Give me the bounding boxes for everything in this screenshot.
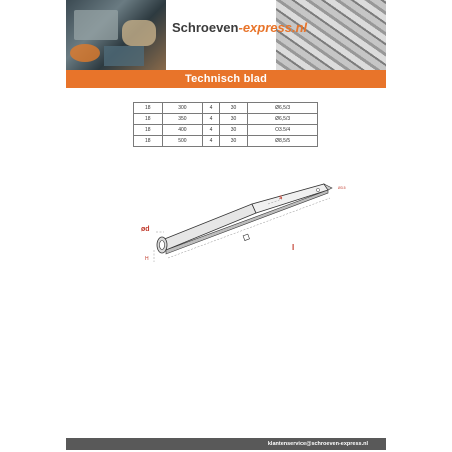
technical-sheet-page (66, 0, 386, 452)
table-row (134, 114, 318, 125)
table-cell: 500 (162, 136, 203, 147)
table-cell: 4 (203, 136, 219, 147)
table-cell: O3.5/4 (248, 125, 318, 136)
table-cell: 350 (162, 114, 203, 125)
table-cell: 400 (162, 125, 203, 136)
table-cell: Ø8,5/5 (248, 136, 318, 147)
table-row (134, 103, 318, 114)
table-cell: 30 (219, 125, 248, 136)
footer-bar (66, 438, 386, 450)
hinge-strap (157, 184, 332, 254)
table-cell: 18 (134, 136, 163, 147)
specification-table (133, 102, 318, 147)
table-cell: Ø6,5/3 (248, 103, 318, 114)
table-cell: 4 (203, 125, 219, 136)
table-cell: 30 (219, 136, 248, 147)
thickness-label: s (279, 195, 283, 201)
tools-photo (66, 0, 166, 70)
brand-name-accent: -express.nl (238, 20, 308, 35)
header-banner (66, 0, 386, 70)
section-title-bar (66, 70, 386, 88)
customer-service-email[interactable]: klantenservice@schroeven-express.nl (267, 441, 368, 447)
section-title: Technisch blad (184, 73, 268, 85)
hole-diameter-label: Ø3.5 (338, 186, 346, 190)
table-row (134, 125, 318, 136)
table-cell: 18 (134, 103, 163, 114)
brand-logo[interactable] (172, 20, 307, 35)
table-row (134, 136, 318, 147)
table-cell: 30 (219, 114, 248, 125)
table-cell: 18 (134, 125, 163, 136)
table-cell: 4 (203, 114, 219, 125)
eye-diameter-label: ød (141, 226, 150, 233)
table-cell: 18 (134, 114, 163, 125)
hinge-technical-drawing (132, 180, 352, 290)
table-cell: Ø6,5/3 (248, 114, 318, 125)
brand-name-main: Schroeven (172, 20, 239, 35)
screws-photo (276, 0, 386, 70)
table-cell: 30 (219, 103, 248, 114)
table-cell: 4 (203, 103, 219, 114)
length-label: l (292, 243, 295, 252)
height-label: H (145, 256, 149, 262)
table-cell: 300 (162, 103, 203, 114)
